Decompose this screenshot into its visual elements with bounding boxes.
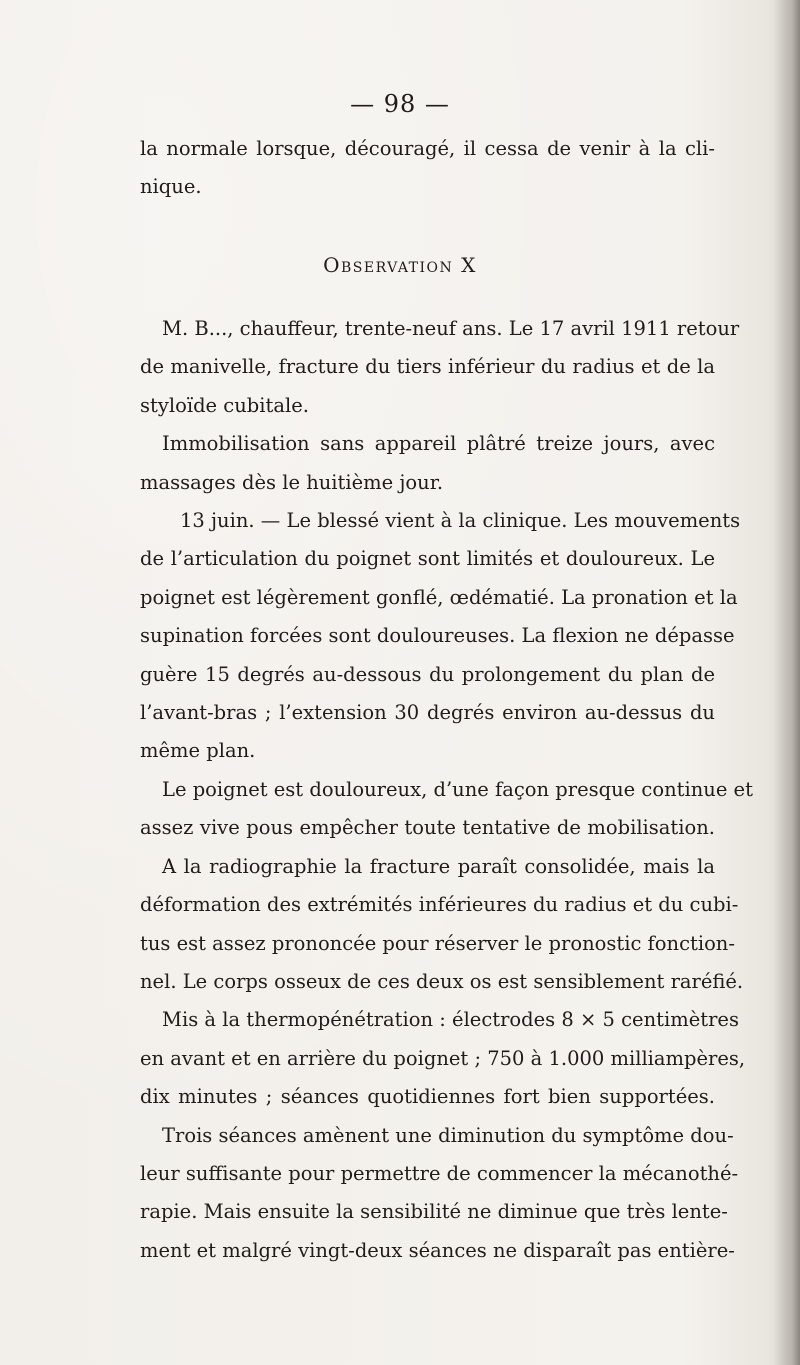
body-line-3: styloïde cubitale. [140,393,309,417]
body-line-11: l’avant-bras ; l’extension 30 degrés environ au-dessus du [140,701,715,725]
body-line-6: 13 juin. — Le blessé vient à la clinique. Les mouvements [180,509,741,533]
body-line-2: de manivelle, fracture du tiers inférieur du radius et de la [140,355,715,379]
body-line-16: déformation des extrémités inférieures du radius et du cubi- [140,893,739,917]
body-line-18: nel. Le corps osseux de ces deux os est sensiblement raréfié. [140,969,744,993]
intro-line-1: la normale lorsque, découragé, il cessa de venir à la cli- [140,137,715,160]
body-line-20: en avant et en arrière du poignet ; 750 à 1.000 milliampères, [140,1046,746,1070]
body-line-19: Mis à la thermopénétration : électrodes 8 × 5 centimètres [162,1008,739,1032]
body-line-24: rapie. Mais ensuite la sensibilité ne diminue que très lente- [140,1200,728,1224]
intro-line-2: nique. [140,175,202,199]
body-line-23: leur suffisante pour permettre de commencer la mécanothé- [140,1161,739,1185]
body-line-13: Le poignet est douloureux, d’une façon presque continue et [162,777,753,801]
body-line-15: A la radiographie la fracture paraît consolidée, mais la [162,854,715,878]
page-number: — 98 — [350,90,450,118]
body-line-4: Immobilisation sans appareil plâtré treize jours, avec [162,432,715,456]
body-line-5: massages dès le huitième jour. [140,470,444,494]
page-edge-shadow [774,0,800,1365]
intro-paragraph [140,130,715,207]
body-line-21: dix minutes ; séances quotidiennes fort bien supportées. [140,1085,715,1109]
body-line-9: supination forcées sont douloureuses. La flexion ne dépasse [140,624,735,648]
body-line-1: M. B..., chauffeur, trente-neuf ans. Le 17 avril 1911 retour [162,317,740,340]
body-line-14: assez vive pous empêcher toute tentative de mobilisation. [140,816,715,840]
body-line-12: même plan. [140,739,256,763]
body-line-17: tus est assez prononcée pour réserver le pronostic fonction- [140,931,735,955]
body-line-25: ment et malgré vingt-deux séances ne disparaît pas entière- [140,1238,735,1262]
observation-heading: Observation X [323,253,477,277]
body-line-10: guère 15 degrés au-dessous du prolongement du plan de [140,662,715,686]
body-line-7: de l’articulation du poignet sont limités et douloureux. Le [140,547,715,571]
body-line-22: Trois séances amènent une diminution du symptôme dou- [162,1123,734,1147]
observation-body [140,310,753,1270]
body-line-8: poignet est légèrement gonflé, œdématié. La pronation et la [140,585,738,609]
